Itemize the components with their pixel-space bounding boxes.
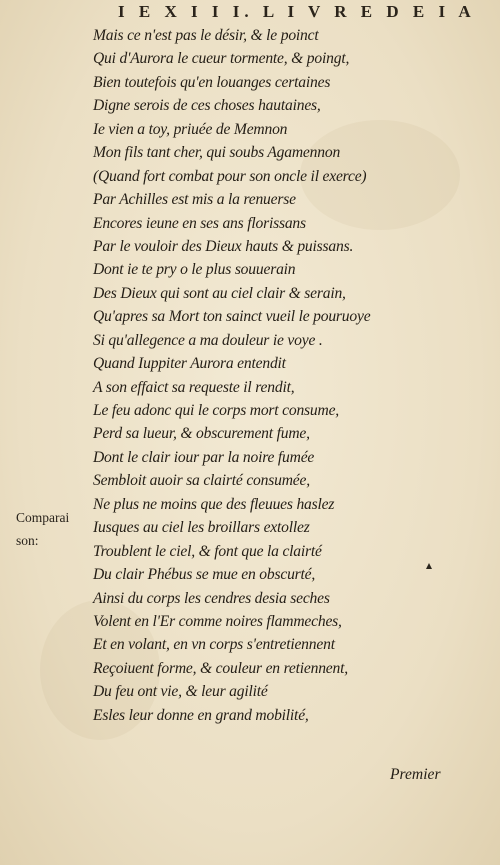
verse-line: Des Dieux qui sont au ciel clair & serain, (93, 284, 346, 302)
verse-line: Volent en l'Er comme noires flammeches, (93, 612, 342, 630)
verse-line: Ne plus ne moins que des fleuues haslez (93, 495, 335, 513)
verse-line: Par le vouloir des Dieux hauts & puissans. (93, 237, 354, 255)
verse-line: Troublent le ciel, & font que la clairté (93, 542, 322, 560)
margin-note: Comparai (16, 510, 70, 525)
verse-line: Dont le clair iour par la noire fumée (93, 448, 315, 466)
verse-line: Dont ie te pry o le plus souuerain (93, 261, 296, 279)
catchword: Premier (390, 766, 441, 783)
verse-line: Qui d'Aurora le cueur tormente, & poingt, (93, 50, 350, 68)
verse-line: Digne serois de ces choses hautaines, (93, 97, 321, 115)
running-head: I E X I I I. L I V R E D E I A (118, 2, 476, 21)
verse-line: Iusques au ciel les broillars extollez (93, 519, 310, 537)
verse-line: Bien toutefois qu'en louanges certaines (93, 73, 331, 91)
verse-line: Reçoiuent forme, & couleur en retiennent, (93, 659, 348, 677)
verse-line: Mais ce n'est pas le désir, & le poinct (93, 27, 319, 44)
verse-line: Sembloit auoir sa clairté consumée, (93, 472, 310, 490)
verse-line: Par Achilles est mis a la renuerse (93, 191, 296, 209)
verse-line: A son effaict sa requeste il rendit, (93, 378, 295, 396)
margin-note: son: (16, 533, 39, 548)
verse-line: Le feu adonc qui le corps mort consume, (93, 402, 339, 419)
verse-line: Perd sa lueur, & obscurement fume, (93, 425, 310, 443)
ink-mark-icon (426, 563, 432, 569)
verse-line: Et en volant, en vn corps s'entretiennent (93, 636, 335, 654)
verse-line: Ie vien a toy, priuée de Memnon (93, 120, 288, 138)
verse-line: (Quand fort combat pour son oncle il exerce) (93, 167, 367, 185)
verse-line: Quand Iuppiter Aurora entendit (93, 355, 286, 373)
verse-block (93, 24, 483, 727)
verse-line: Qu'apres sa Mort ton sainct vueil le pouruoye (93, 308, 371, 326)
verse-line: Du feu ont vie, & leur agilité (93, 683, 268, 701)
verse-line: Esles leur donne en grand mobilité, (93, 706, 309, 724)
verse-line: Si qu'allegence a ma douleur ie voye . (93, 331, 323, 349)
verse-line: Encores ieune en ses ans florissans (93, 214, 306, 232)
verse-line: Ainsi du corps les cendres desia seches (93, 589, 330, 607)
verse-line: Du clair Phébus se mue en obscurté, (93, 566, 316, 584)
verse-line: Mon fils tant cher, qui soubs Agamennon (93, 144, 341, 162)
